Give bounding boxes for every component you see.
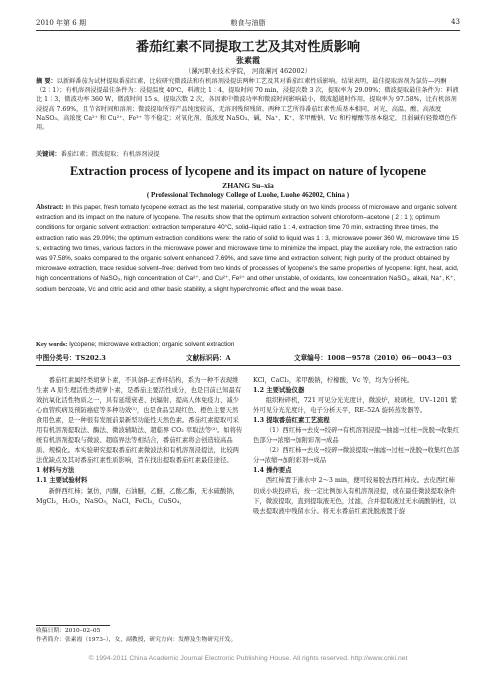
page-number: 43 [451,18,460,26]
abstract-chinese-label: 摘 要： [36,78,57,85]
affiliation-chinese: （漯河职业技术学院， 河南漯河 462002） [184,67,312,75]
abstract-chinese-text: 以新鲜番茄为试材提取番茄红素，比较研究微波法和有机溶剂浸提法两种工艺及其对番茄红素性质影响。结果表明，最佳提取溶剂为氯仿—丙酮（2∶1）；有机溶剂浸提最佳条件为：浸提温度 40℃，料液比 1∶4，提取时间 70 min，浸提次数 3 次，提取率为 29.09%；微波提取最佳条件为：料液比 1∶3，微波功率 360 W，微波时间 15 s，提取次数 2 次，各因素中微波功率和微波时间影响最小，微波超越时作用，提取率为 97.58%，比有机溶剂浸提高 7.69%，且节省时间和溶剂；微波提取所得产品纯度较高，无溶剂残留残留。两种工艺所得番茄红素性质基本相同，对光、高温、酸、高浓度 NaSO₃、高浓度 Ca²⁺ 和 Cu²⁺、Fe³⁺ 等不稳定；对氧化剂、低浓度 NaSO₃、碱、Na⁺、K⁺、苯甲酸钠、Vc 和柠檬酸等基本稳定，且弱碱有轻微增色作用。 [36,78,459,132]
footnote-rule [36,625,110,626]
keywords-english-text: lycopene; microwave extraction; organic solvent extraction [69,341,235,348]
section-heading: 1 材料与方法 [36,467,75,475]
affiliation-english: ( Professional Technology College of Luohe, Luohe 462002, China ) [146,191,350,199]
section-heading: 1.4 操作要点 [253,467,292,475]
abstract-english [36,203,460,295]
section-heading: 1.2 主要试验仪器 [253,387,305,395]
section-heading: 1.1 主要试验材料 [36,477,88,485]
body-paragraph: （1）西红柿→去皮→绞碎→有机溶剂浸提→抽滤→过柱→洗脱→收集红色部分→浓缩→加附彩剂→成品 [253,427,460,445]
article-number: 文章编号：1008－9578（2010）06－0043－03 [294,354,452,362]
section-heading: 1.3 提取番茄红素工艺流程 [253,417,330,425]
body-column-right [253,376,460,517]
copyright-line: © 1994-2011 China Academic Journal Electronic Publishing House. All rights reserved. http://www.cnki.net [88,655,408,662]
abstract-chinese [36,77,460,132]
title-english: Extraction process of lycopene and its impact on nature of lycopene [69,164,427,178]
body-paragraph: 番茄红素属经类胡萝卜素，不具备β-正香环结构，系为一种不表现维生素 A 原生理活性类胡萝卜素，是番茄主要活性成分，也是目前已知最有效抗氧化活性物质之一，具有延缓衰老、抗辐射、提高人体免疫力、减少心血管疾病及预防癌症等多种功效⁽¹⁾，也是食品呈现红色、橙色主要天然食用色素，是一种很有发展前景新型功能性天然色素。番茄红素提取可采用有机溶剂提取法、酶法、微波辅助法、超临界 CO₂ 萃取法等⁽²⁾。如将传统有机溶剂提取与微波、超临界法等相结合，番茄红素将会创造较高品质、规模化。本实验研究提取番茄红素微波法和有机溶剂浸提法，比较两法优缺点及其对番茄红素性质影响，旨在找出提取番茄红素最佳途径。 [36,377,243,465]
body-paragraph: 新鲜西红柿；氯仿，丙酮，石油醚，乙醚，乙酸乙酯，无水硫酸钠，MgCl₂，H₂O₂，NaSO₃，NaCl，FeCl₃，CuSO₄， [36,487,240,505]
section-rule [36,365,460,366]
keywords-english-label: Key words: [36,341,68,348]
keywords-english [36,340,460,349]
body-paragraph: 组织粉碎机，721 可见分光光度计，微波炉，玻璃柱，UV–1201 紫外可见分光光度计，电子分析天平，RE–52A 旋转蒸发器等。 [253,397,457,415]
body-paragraph: KCl，CaCl₂，苯甲酸钠，柠檬酸，Vc 等，均为分析纯。 [253,377,414,384]
author-chinese: 张素霞 [236,55,260,65]
received-date: 收稿日期：2010–02–05 [36,628,101,634]
author-english: ZHANG Su–xia [222,181,274,190]
keywords-chinese-label: 关键词： [36,151,61,158]
body-column-left [36,376,243,507]
body-paragraph: （2）西红柿→去皮→绞碎→微波提取→抽滤→过柱→洗脱→收集红色部分→浓缩→加附彩剂→成品 [253,447,460,465]
issue-label: 2010 年第 6 期 [36,19,86,27]
footnote [36,627,243,644]
header-rule [36,30,460,31]
author-bio: 作者简介：张素霞（1973–），女，副教授，研究方向：发酵及生物研究开发。 [36,636,237,643]
abstract-english-label: Abstract: [36,204,64,211]
keywords-chinese [36,150,460,159]
clc-number: 中图分类号：TS202.3 [36,354,106,362]
keywords-chinese-text: 番茄红素；微波提取；有机溶剂浸提 [60,151,160,158]
title-chinese: 番茄红素不同提取工艺及其对性质影响 [135,40,361,55]
body-paragraph: 西红柿置于沸水中 2～3 min，便可较易脱去西红柿皮。去皮西红柿切成小块投碎后，按一定比例加入有机溶剂浸提，或在最佳微波提取条件下，微波提取，直到提取液无色，过滤，合并提取液过无水硫酸钠柱，以吸去提取液中残留水分。将无水番茄红素洗脱液置于旋 [253,477,457,515]
journal-name: 粮食与油脂 [230,19,266,27]
abstract-english-text: In this paper, fresh tomato lycopene extract as the test material, comparative study on two kinds process of microwave and organic solvent extraction and its impact on the nature of lycopene. The results show that the optimum extraction solvent chloroform–acetone ( 2 : 1 ); optimum conditions for organic solvent extraction: extraction temperature 40°C, solid–liquid ratio 1 : 4, extraction time 70 min, extracting three times, the extraction ratio was 29.09%; the optimum extraction conditions were: the ratio of solid to liquid was 1 : 3, microwave power 360 W, microwave time 15 s, extracting two times, various factors in the microwave power and microwave time to minimize the impact, play the auxiliary role, the extraction ratio was 97.58%, soaks compared to the organic solvent enhanced 7.69%, and save time and extraction solvent; high purity of the product obtained by microwave extraction, trace residue solvent–free; derived from two kinds of processes of lycopene’s the same properties of lycopene: light, heat, acid, high concentrations of NaSO₃, high concentration of Ca²⁺, and Cu²⁺, Fe³⁺ and other unstable, of oxidants, low concentration NaSO₃, alkali, Na⁺, K⁺, sodium benzoate, Vc and citric acid and other basic stability, a slight hyperchromic effect and the weak base. [36,204,459,293]
document-code: 文献标识码：A [186,354,231,362]
